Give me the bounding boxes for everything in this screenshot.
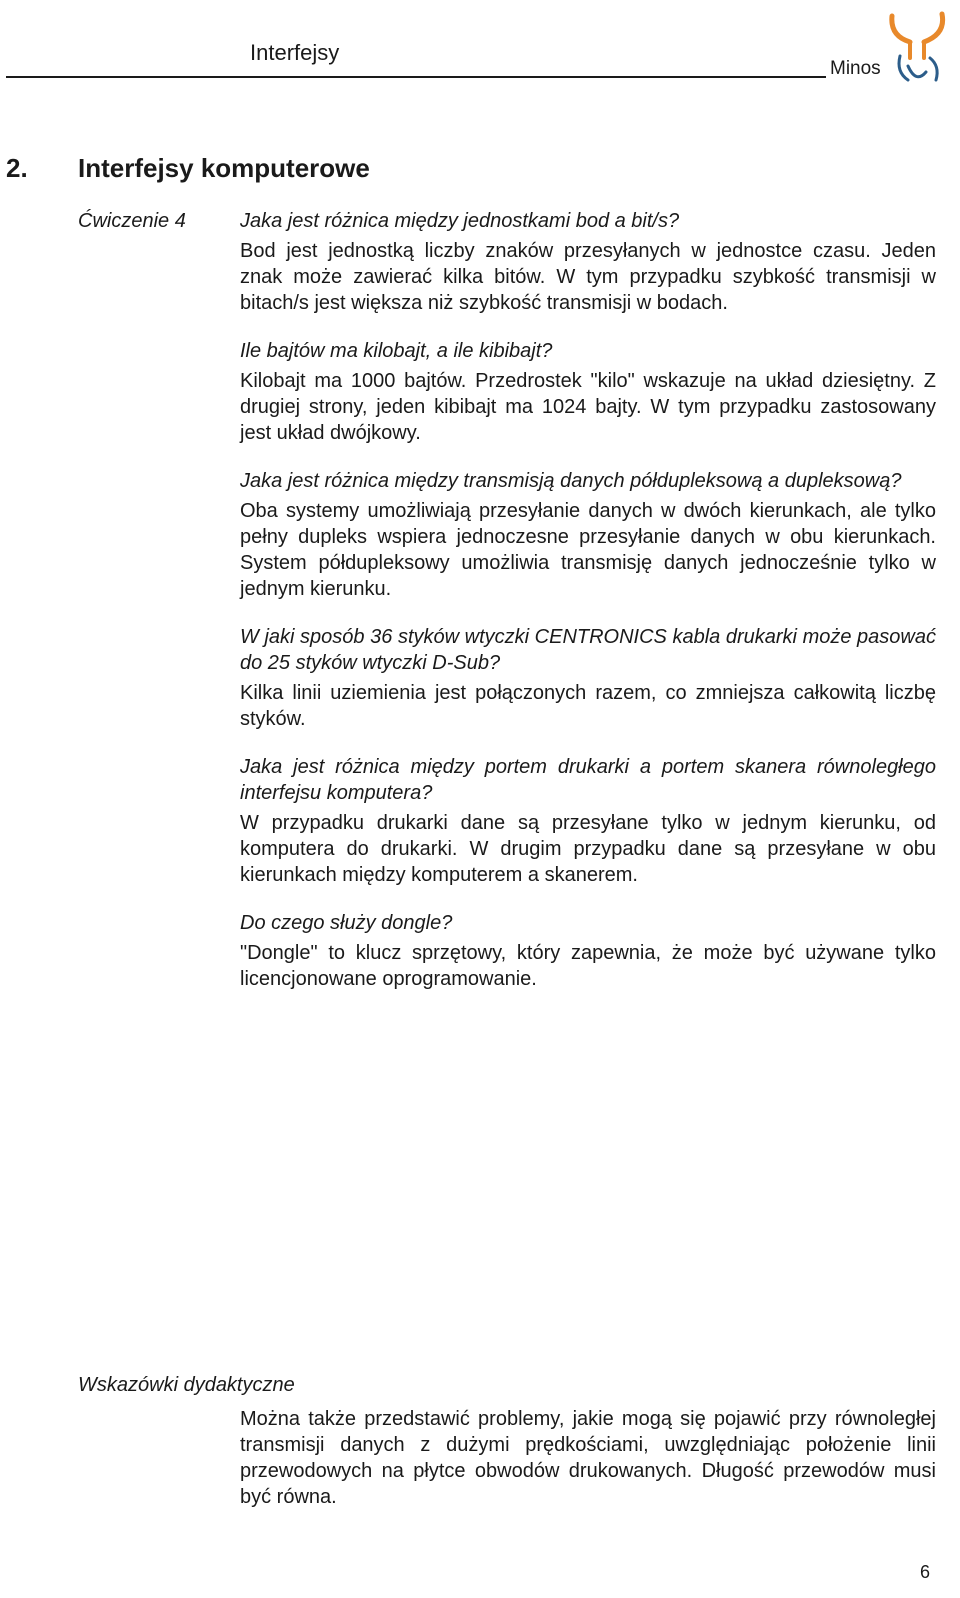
chapter-heading [6, 153, 370, 184]
question: Jaka jest różnica między transmisją danych półdupleksową a dupleksową? [240, 470, 902, 492]
qa-item [240, 910, 936, 992]
answer: Bod jest jednostką liczby znaków przesyłanych w jednostce czasu. Jeden znak może zawierać kilka bitów. W tym przypadku szybkość transmisji w bitach/s jest większa niż szybkość transmisji w bodach. [240, 240, 936, 314]
question: Jaka jest różnica między portem drukarki a portem skanera równoległego interfejsu komputera? [240, 756, 936, 804]
qa-item [240, 208, 936, 316]
qa-item [240, 624, 936, 732]
header-title: Interfejsy [250, 40, 340, 65]
notes-text: Można także przedstawić problemy, jakie mogą się pojawić przy równoległej transmisji danych z dużymi prędkościami, uwzględniając położenie linii przewodowych na płytce obwodów drukowanych. Długość przewodów musi być równa. [240, 1408, 936, 1508]
chapter-title: Interfejsy komputerowe [78, 153, 370, 183]
answer: Oba systemy umożliwiają przesyłanie danych w dwóch kierunkach, ale tylko pełny dupleks wspiera jednoczesne przesyłanie danych w obu kierunkach. System półdupleksowy umożliwia transmisję danych jednocześnie tylko w jednym kierunku. [240, 500, 936, 600]
page-number: 6 [920, 1562, 931, 1582]
answer: Kilobajt ma 1000 bajtów. Przedrostek "kilo" wskazuje na układ dziesiętny. Z drugiej strony, jeden kibibajt ma 1024 bajty. W tym przypadku zastosowany jest układ dwójkowy. [240, 370, 936, 444]
chapter-number: 2. [6, 153, 28, 183]
notes-label: Wskazówki dydaktyczne [78, 1374, 295, 1396]
qa-item [240, 754, 936, 888]
answer: W przypadku drukarki dane są przesyłane tylko w jednym kierunku, od komputera do drukarki. W drugim przypadku dane są przesyłane w obu kierunkach między komputerem a skanerem. [240, 812, 936, 886]
exercise-label: Ćwiczenie 4 [78, 210, 186, 232]
exercise-content [240, 208, 936, 1014]
question: W jaki sposób 36 styków wtyczki CENTRONICS kabla drukarki może pasować do 25 styków wtyczki D-Sub? [240, 626, 936, 674]
question: Ile bajtów ma kilobajt, a ile kibibajt? [240, 340, 553, 362]
header-rule [6, 76, 826, 78]
question: Jaka jest różnica między jednostkami bod a bit/s? [240, 210, 680, 232]
answer: "Dongle" to klucz sprzętowy, który zapewnia, że może być używane tylko licencjonowane oprogramowanie. [240, 942, 936, 990]
minos-logo-icon [886, 6, 948, 86]
qa-item [240, 468, 936, 602]
qa-item [240, 338, 936, 446]
question: Do czego służy dongle? [240, 912, 453, 934]
answer: Kilka linii uziemienia jest połączonych razem, co zmniejsza całkowitą liczbę styków. [240, 682, 936, 730]
brand-name: Minos [830, 58, 881, 79]
